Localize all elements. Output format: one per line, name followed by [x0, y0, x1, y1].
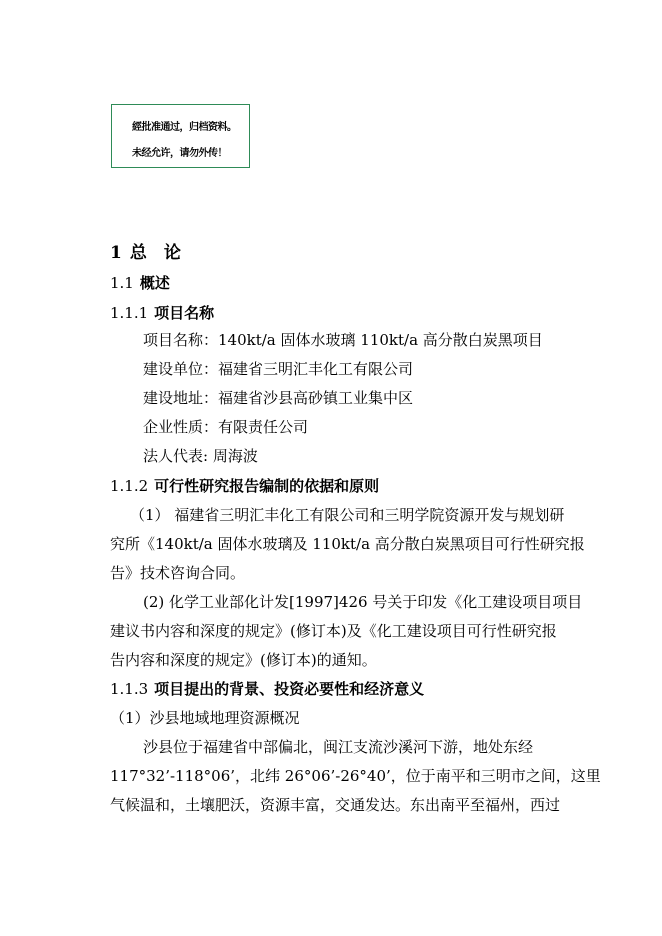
section-heading-1-1-3 — [110, 679, 424, 699]
project-info-type: 企业性质：有限责任公司 — [143, 418, 309, 436]
project-info-legal-rep: 法人代表: 周海波 — [143, 447, 258, 465]
basis-para-1-line-1: （1） 福建省三明汇丰化工有限公司和三明学院资源开发与规划研 — [130, 506, 565, 524]
section-number: 1.1 — [110, 274, 134, 292]
section-title: 项目名称 — [154, 304, 215, 322]
notice-line-2: 未经允许，请勿外传！ — [132, 148, 227, 159]
chapter-heading — [110, 243, 181, 263]
project-info-name: 项目名称：140kt/a 固体水玻璃 110kt/a 高分散白炭黑项目 — [143, 331, 543, 349]
section-title: 可行性研究报告编制的依据和原则 — [154, 477, 380, 495]
basis-para-1-line-3: 告》技术咨询合同。 — [110, 564, 246, 582]
section-number: 1.1.2 — [110, 477, 149, 495]
geo-para-line-1: 沙县位于福建省中部偏北，闽江支流沙溪河下游，地处东经 — [143, 738, 534, 756]
confidential-notice-box — [111, 104, 250, 168]
geo-para-line-2: 117°32’-118°06’，北纬 26°06’-26°40’，位于南平和三明市之间，这里 — [110, 767, 601, 785]
section-heading-1-1-1 — [110, 303, 214, 323]
chapter-title: 总 论 — [129, 243, 181, 263]
subsection-heading-1: （1）沙县地域地理资源概况 — [110, 709, 300, 727]
chapter-number: 1 — [110, 243, 122, 263]
basis-para-2-line-1: (2) 化学工业部化计发[1997]426 号关于印发《化工建设项目项目 — [143, 593, 583, 611]
basis-para-1-line-2: 究所《140kt/a 固体水玻璃及 110kt/a 高分散白炭黑项目可行性研究报 — [110, 535, 585, 553]
section-title: 概述 — [139, 274, 170, 292]
section-number: 1.1.3 — [110, 680, 149, 698]
geo-para-line-3: 气候温和，土壤肥沃，资源丰富，交通发达。东出南平至福州，西过 — [110, 796, 561, 814]
notice-line-1: 經批准通过，归档资料。 — [132, 122, 237, 133]
project-info-owner: 建设单位：福建省三明汇丰化工有限公司 — [143, 360, 414, 378]
section-heading-1-1 — [110, 273, 170, 293]
basis-para-2-line-2: 建议书内容和深度的规定》(修订本)及《化工建设项目可行性研究报 — [110, 622, 557, 640]
section-heading-1-1-2 — [110, 476, 379, 496]
section-title: 项目提出的背景、投资必要性和经济意义 — [154, 680, 425, 698]
section-number: 1.1.1 — [110, 304, 149, 322]
basis-para-2-line-3: 告内容和深度的规定》(修订本)的通知。 — [110, 651, 377, 669]
project-info-address: 建设地址：福建省沙县高砂镇工业集中区 — [143, 389, 414, 407]
